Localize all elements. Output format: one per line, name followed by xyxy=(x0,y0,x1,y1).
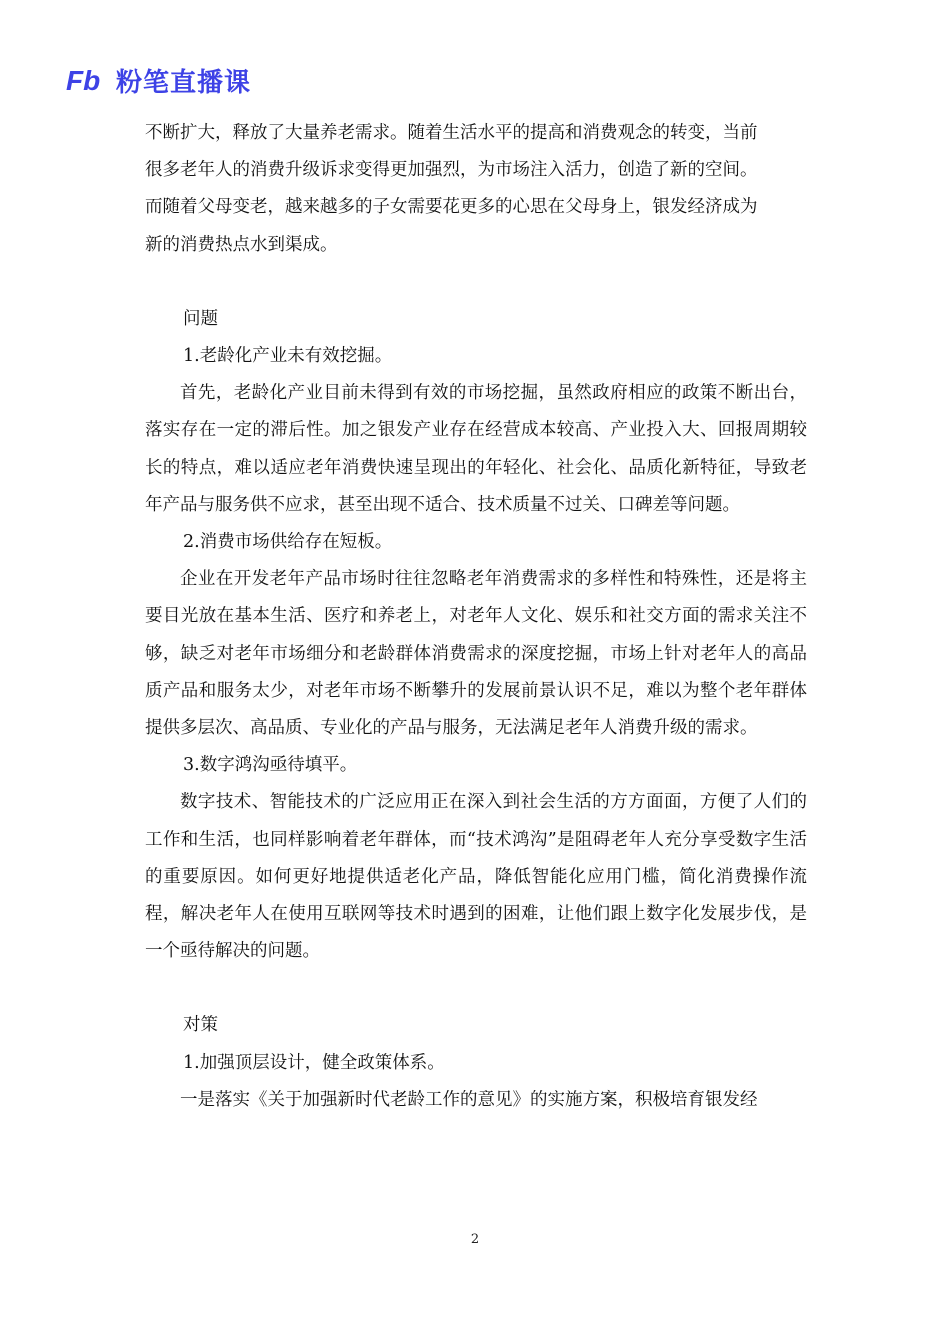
brand-name: 粉笔直播课 xyxy=(116,67,252,98)
problem-3-title: 3.数字鸿沟亟待填平。 xyxy=(183,755,358,776)
brand-header xyxy=(66,60,251,100)
measure-1-body: 一是落实《关于加强新时代老龄工作的意见》的实施方案，积极培育银发经 xyxy=(180,1089,758,1110)
problem-3-body: 数字技术、智能技术的广泛应用正在深入到社会生活的方方面面，方便了人们的工作和生活，也同样影响着老年群体，而“技术鸿沟”是阻碍老年人充分享受数字生活的重要原因。如何更好地提供适老化产品，降低智能化应用门槛，简化消费操作流程，解决老年人在使用互联网等技术时遇到的困难，让他们跟上数字化发展步伐，是一个亟待解决的问题。 xyxy=(145,792,807,962)
problem-1-body: 首先，老龄化产业目前未得到有效的市场挖掘，虽然政府相应的政策不断出台，落实存在一定的滞后性。加之银发产业存在经营成本较高、产业投入大、回报周期较长的特点，难以适应老年消费快速呈现出的年轻化、社会化、品质化新特征，导致老年产品与服务供不应求，甚至出现不适合、技术质量不过关、口碑差等问题。 xyxy=(145,383,807,515)
intro-line-2: 很多老年人的消费升级诉求变得更加强烈，为市场注入活力，创造了新的空间。 xyxy=(145,160,758,181)
section-gap xyxy=(145,970,807,1007)
intro-line-4: 新的消费热点水到渠成。 xyxy=(145,234,338,255)
measure-1-title: 1.加强顶层设计，健全政策体系。 xyxy=(183,1052,445,1073)
measures-heading: 对策 xyxy=(183,1015,218,1036)
problem-2-title: 2.消费市场供给存在短板。 xyxy=(183,532,393,553)
page-number: 2 xyxy=(470,1232,480,1247)
logo-mark-text: Fb xyxy=(66,65,101,96)
intro-line-3: 而随着父母变老，越来越多的子女需要花更多的心思在父母身上，银发经济成为 xyxy=(145,197,758,218)
problem-1-title: 1.老龄化产业未有效挖掘。 xyxy=(183,346,393,367)
section-gap xyxy=(145,264,807,301)
problems-heading: 问题 xyxy=(183,308,218,329)
document-body xyxy=(145,115,807,1119)
fenbi-logo-icon xyxy=(66,64,110,96)
problem-2-body: 企业在开发老年产品市场时往往忽略老年消费需求的多样性和特殊性，还是将主要目光放在基本生活、医疗和养老上，对老年人文化、娱乐和社交方面的需求关注不够，缺乏对老年市场细分和老龄群体消费需求的深度挖掘，市场上针对老年人的高品质产品和服务太少，对老年市场不断攀升的发展前景认识不足，难以为整个老年群体提供多层次、高品质、专业化的产品与服务，无法满足老年人消费升级的需求。 xyxy=(145,569,807,739)
intro-line-1: 不断扩大，释放了大量养老需求。随着生活水平的提高和消费观念的转变，当前 xyxy=(145,123,758,143)
